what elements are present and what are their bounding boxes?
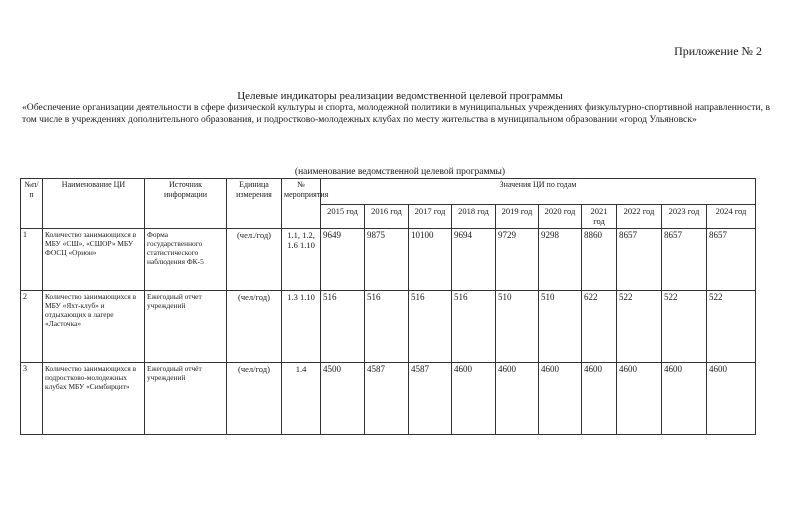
document-title: Целевые индикаторы реализации ведомственной целевой программы xyxy=(237,90,563,102)
year-header: 2019 год xyxy=(496,205,539,229)
year-header: 2022 год xyxy=(617,205,662,229)
row-value: 4587 xyxy=(409,363,452,435)
row-value: 9875 xyxy=(365,229,409,291)
row-value: 9694 xyxy=(452,229,496,291)
header-num: №п/п xyxy=(21,179,43,229)
row-value: 4600 xyxy=(582,363,617,435)
row-value: 8657 xyxy=(617,229,662,291)
row-value: 4587 xyxy=(365,363,409,435)
header-activity: № мероприятия xyxy=(282,179,321,229)
row-value: 4600 xyxy=(662,363,707,435)
row-value: 4600 xyxy=(496,363,539,435)
row-value: 516 xyxy=(365,291,409,363)
row-value: 4600 xyxy=(707,363,756,435)
row-source: Ежегодный отчёт учреждений xyxy=(145,363,227,435)
row-value: 516 xyxy=(409,291,452,363)
row-value: 10100 xyxy=(409,229,452,291)
header-source: Источник информации xyxy=(145,179,227,229)
row-name: Количество занимающихся в подростково-молодежных клубах МБУ «Симбирцит» xyxy=(43,363,145,435)
row-value: 522 xyxy=(662,291,707,363)
row-value: 9649 xyxy=(321,229,365,291)
row-name: Количество занимающихся в МБУ «Яхт-клуб» и отдыхающих в лагере «Ласточка» xyxy=(43,291,145,363)
year-header: 2024 год xyxy=(707,205,756,229)
row-num: 3 xyxy=(21,363,43,435)
row-activity: 1.1, 1.2, 1.6 1.10 xyxy=(282,229,321,291)
row-num: 1 xyxy=(21,229,43,291)
row-value: 9729 xyxy=(496,229,539,291)
row-value: 4600 xyxy=(539,363,582,435)
row-value: 4600 xyxy=(617,363,662,435)
table-header-row xyxy=(21,179,756,205)
header-values: Значения ЦИ по годам xyxy=(321,179,756,205)
year-header: 2020 год xyxy=(539,205,582,229)
row-num: 2 xyxy=(21,291,43,363)
header-name: Наименование ЦИ xyxy=(43,179,145,229)
row-value: 8657 xyxy=(662,229,707,291)
row-source: Форма государственного статистического наблюдения ФК-5 xyxy=(145,229,227,291)
row-unit: (чел/год) xyxy=(227,291,282,363)
program-caption: (наименование ведомственной целевой программы) xyxy=(294,167,506,177)
year-header: 2023 год xyxy=(662,205,707,229)
table-row xyxy=(21,229,756,291)
row-unit: (чел./год) xyxy=(227,229,282,291)
year-header: 2016 год xyxy=(365,205,409,229)
program-name: «Обеспечение организации деятельности в сфере физической культуры и спорта, молодежной политики в муниципальных учреждениях физкультурно-спортивной направленности, в том числе в учреждениях дополнительного образования, и подростково-молодежных клубах по месту жительства в муниципальном образовании «город Ульяновск» xyxy=(22,102,770,126)
row-value: 522 xyxy=(617,291,662,363)
table-row xyxy=(21,291,756,363)
row-value: 4600 xyxy=(452,363,496,435)
row-value: 516 xyxy=(452,291,496,363)
year-header: 2015 год xyxy=(321,205,365,229)
row-unit: (чел/год) xyxy=(227,363,282,435)
table-row xyxy=(21,363,756,435)
row-value: 622 xyxy=(582,291,617,363)
row-value: 8657 xyxy=(707,229,756,291)
row-source: Ежегодный отчет учреждений xyxy=(145,291,227,363)
row-value: 522 xyxy=(707,291,756,363)
row-value: 4500 xyxy=(321,363,365,435)
row-value: 510 xyxy=(539,291,582,363)
row-name: Количество занимающихся в МБУ «СШ», «СШОР» МБУ ФОСЦ «Орион» xyxy=(43,229,145,291)
row-value: 9298 xyxy=(539,229,582,291)
row-activity: 1.4 xyxy=(282,363,321,435)
row-activity: 1.3 1.10 xyxy=(282,291,321,363)
row-value: 516 xyxy=(321,291,365,363)
row-value: 8860 xyxy=(582,229,617,291)
row-value: 510 xyxy=(496,291,539,363)
year-header: 2021 год xyxy=(582,205,617,229)
header-unit: Единица измерения xyxy=(227,179,282,229)
indicators-table xyxy=(20,178,756,435)
year-header: 2018 год xyxy=(452,205,496,229)
year-header: 2017 год xyxy=(409,205,452,229)
appendix-label: Приложение № 2 xyxy=(674,44,762,58)
